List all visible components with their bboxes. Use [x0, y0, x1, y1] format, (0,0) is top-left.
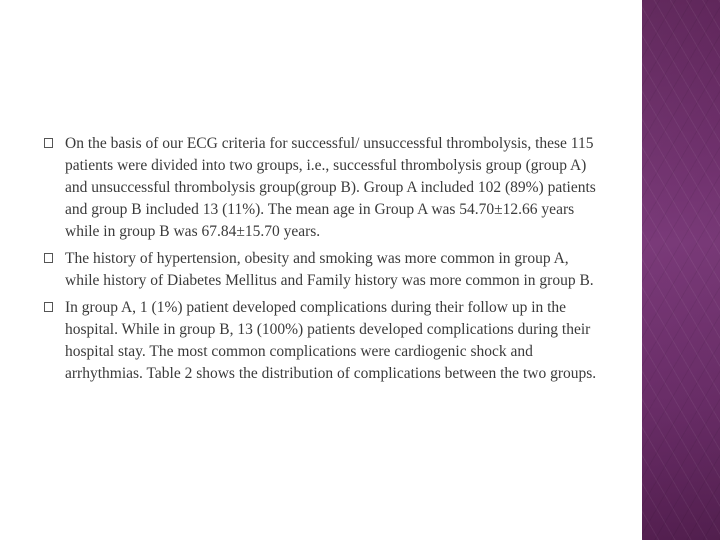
bullet-item — [44, 297, 604, 385]
decorative-side-panel — [642, 0, 720, 540]
bullet-text: On the basis of our ECG criteria for successful/ unsuccessful thrombolysis, these 115 patients were divided into two groups, i.e., successful thrombolysis group (group A) and unsuccessful thrombolysis group(group B). Group A included 102 (89%) patients and group B included 13 (11%). The mean age in Group A was 54.70±12.66 years while in group B was 67.84±15.70 years. — [65, 135, 596, 240]
square-bullet-icon — [44, 138, 53, 148]
bullet-list — [44, 133, 604, 390]
bullet-item — [44, 248, 604, 292]
square-bullet-icon — [44, 253, 53, 263]
bullet-text: In group A, 1 (1%) patient developed complications during their follow up in the hospital. While in group B, 13 (100%) patients developed complications during their hospital stay. The most common complications were cardiogenic shock and arrhythmias. Table 2 shows the distribution of complications between the two groups. — [65, 299, 597, 382]
bullet-item — [44, 133, 604, 243]
square-bullet-icon — [44, 302, 53, 312]
bullet-text: The history of hypertension, obesity and smoking was more common in group A, while history of Diabetes Mellitus and Family history was more common in group B. — [65, 250, 594, 289]
